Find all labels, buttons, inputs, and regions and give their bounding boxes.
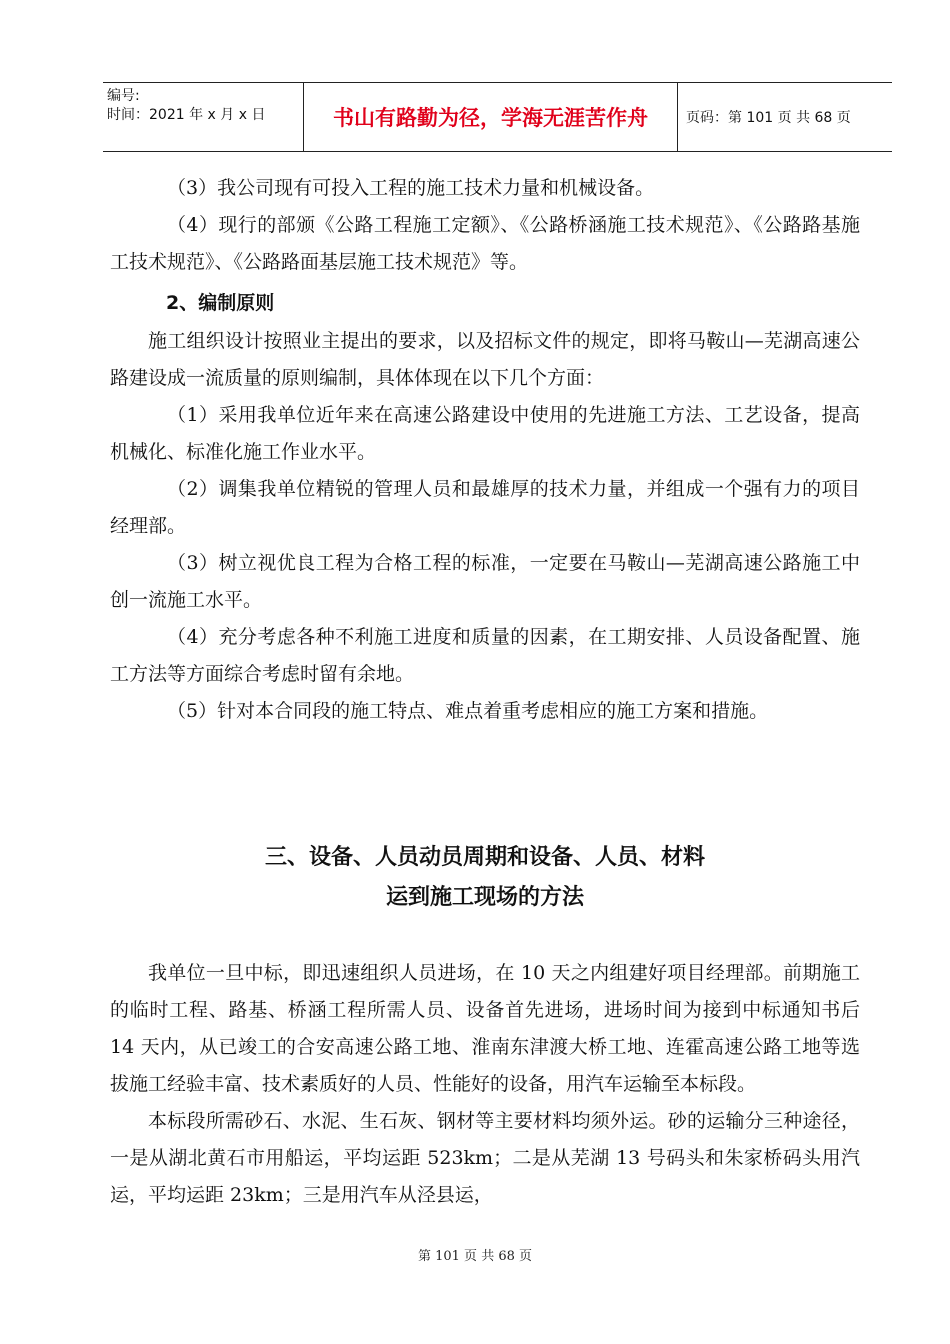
page-footer: 第 101 页 共 68 页 — [417, 1249, 533, 1264]
paragraph: 本标段所需砂石、水泥、生石灰、钢材等主要材料均须外运。砂的运输分三种途径，一是从湖北黄石市用船运，平均运距 523km；二是从芜湖 13 号码头和朱家桥码头用汽运，平均运距 23km；三是用汽车从泾县运， — [110, 1110, 860, 1206]
paragraph: （1）采用我单位近年来在高速公路建设中使用的先进施工方法、工艺设备，提高机械化、标准化施工作业水平。 — [110, 404, 860, 463]
paragraph: （2）调集我单位精锐的管理人员和最雄厚的技术力量，并组成一个强有力的项目经理部。 — [110, 478, 860, 537]
motto: 书山有路勤为径，学海无涯苦作舟 — [303, 83, 678, 151]
paragraph: （3）我公司现有可投入工程的施工技术力量和机械设备。 — [167, 177, 655, 199]
header-left-cell — [103, 83, 303, 151]
paragraph: 我单位一旦中标，即迅速组织人员进场，在 10 天之内组建好项目经理部。前期施工的临时工程、路基、桥涵工程所需人员、设备首先进场，进场时间为接到中标通知书后 14 天内，从已竣工的合安高速公路工地、淮南东津渡大桥工地、连霍高速公路工地等选拔施工经验丰富、技术素质好的人员、性能好的设备，用汽车运输至本标段。 — [110, 962, 860, 1095]
section-title-line-1: 三、设备、人员动员周期和设备、人员、材料 — [264, 845, 705, 870]
section-title-line-2: 运到施工现场的方法 — [385, 885, 584, 910]
paragraph: （4）充分考虑各种不利施工进度和质量的因素，在工期安排、人员设备配置、施工方法等方面综合考虑时留有余地。 — [110, 626, 860, 685]
header-table — [103, 82, 892, 152]
subheading: 2、编制原则 — [166, 292, 275, 314]
document-body-bottom — [110, 955, 860, 1214]
paragraph: （4）现行的部颁《公路工程施工定额》、《公路桥涵施工技术规范》、《公路路基施工技术规范》、《公路路面基层施工技术规范》等。 — [110, 214, 860, 273]
paragraph: 施工组织设计按照业主提出的要求，以及招标文件的规定，即将马鞍山—芜湖高速公路建设成一流质量的原则编制，具体体现在以下几个方面： — [110, 330, 860, 389]
paragraph: （5）针对本合同段的施工特点、难点着重考虑相应的施工方案和措施。 — [167, 700, 769, 722]
number-label: 编号: — [107, 88, 140, 104]
page-info: 页码：第 101 页 共 68 页 — [686, 110, 851, 126]
time-label: 时间：2021 年 x 月 x 日 — [107, 107, 266, 123]
document-body-top — [110, 170, 860, 730]
paragraph: （3）树立视优良工程为合格工程的标准，一定要在马鞍山—芜湖高速公路施工中创一流施工水平。 — [110, 552, 860, 611]
